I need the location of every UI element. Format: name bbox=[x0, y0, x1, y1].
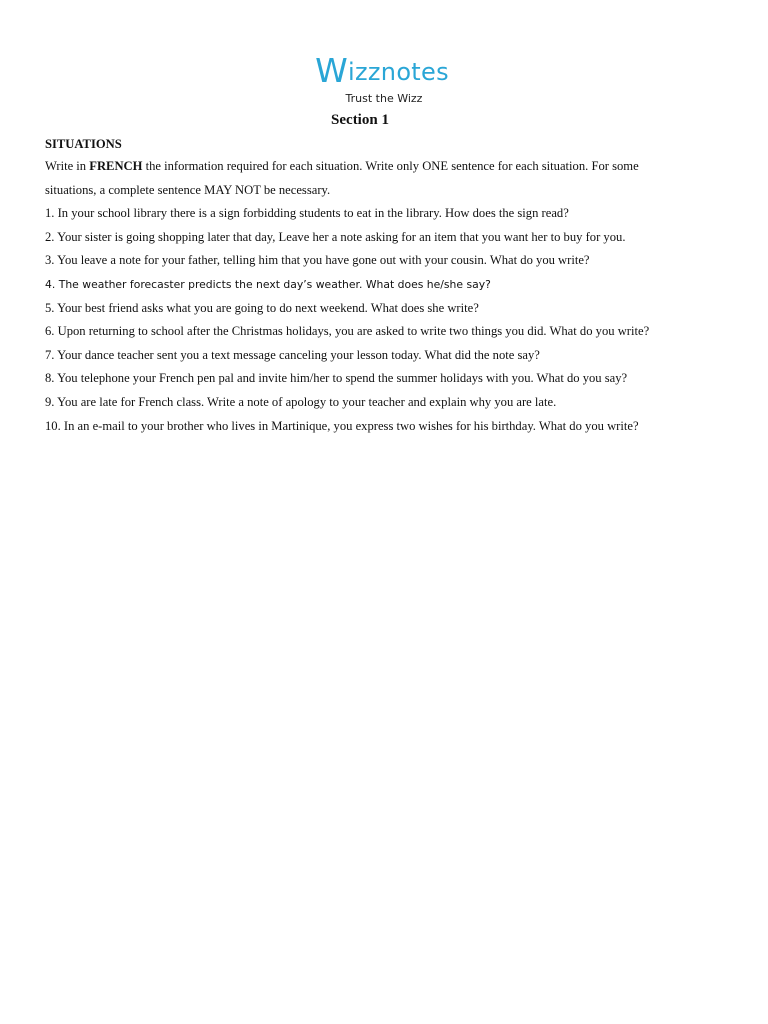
wizznotes-logo bbox=[315, 51, 449, 90]
section-title: Section 1 bbox=[331, 112, 389, 128]
instructions-line-2: situations, a complete sentence MAY NOT be necessary. bbox=[45, 182, 331, 197]
question-3: 3. You leave a note for your father, telling him that you have gone out with your cousin. What do you write? bbox=[45, 253, 590, 268]
tagline: Trust the Wizz bbox=[345, 92, 423, 105]
question-2: 2. Your sister is going shopping later that day, Leave her a note asking for an item that you want her to buy for you. bbox=[45, 229, 626, 244]
logo-wordmark: izznotes bbox=[348, 58, 449, 86]
question-1: 1. In your school library there is a sign forbidding students to eat in the library. How does the sign read? bbox=[45, 206, 569, 221]
instructions-emphasis: FRENCH bbox=[89, 159, 143, 173]
logo-block bbox=[0, 51, 768, 90]
question-10: 10. In an e-mail to your brother who lives in Martinique, you express two wishes for his birthday. What do you write? bbox=[45, 418, 639, 433]
document-body bbox=[45, 134, 725, 438]
situations-heading: SITUATIONS bbox=[45, 137, 122, 151]
question-6: 6. Upon returning to school after the Christmas holidays, you are asked to write two things you did. What do you write? bbox=[45, 324, 650, 339]
instructions-suffix: the information required for each situation. Write only ONE sentence for each situation. For some bbox=[142, 159, 639, 173]
logo-initial: W bbox=[315, 51, 349, 90]
question-8: 8. You telephone your French pen pal and invite him/her to spend the summer holidays with you. What do you say? bbox=[45, 371, 628, 386]
question-7: 7. Your dance teacher sent you a text message canceling your lesson today. What did the note say? bbox=[45, 347, 540, 362]
instructions-line-1 bbox=[45, 155, 725, 179]
question-4: 4. The weather forecaster predicts the next day’s weather. What does he/she say? bbox=[45, 277, 491, 291]
question-9: 9. You are late for French class. Write a note of apology to your teacher and explain why you are late. bbox=[45, 394, 557, 409]
question-5: 5. Your best friend asks what you are going to do next weekend. What does she write? bbox=[45, 300, 479, 315]
instructions-prefix: Write in bbox=[45, 159, 90, 173]
